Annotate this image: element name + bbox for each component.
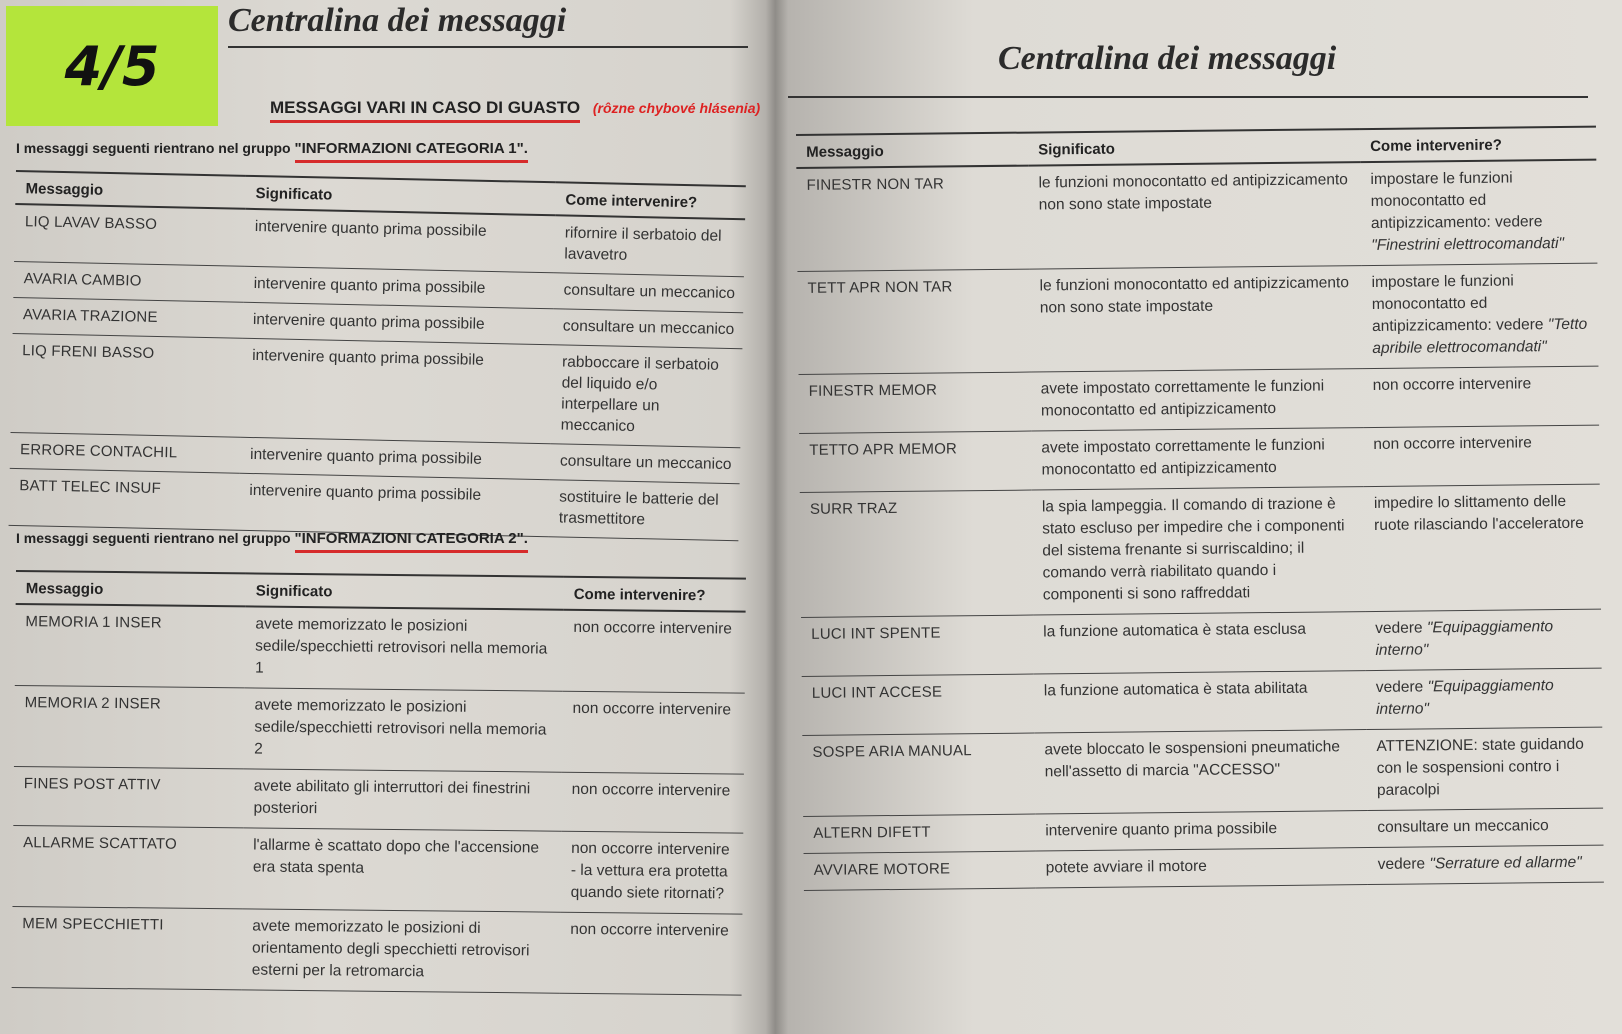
meaning-cell: avete bloccato le sospensioni pneumatiche nell'assetto di marcia "ACCESSO" (1034, 730, 1367, 814)
message-cell: ALLARME SCATTATO (12, 825, 243, 908)
message-cell: MEMORIA 1 INSER (15, 604, 246, 688)
action-cell: non occorre intervenire (563, 610, 746, 693)
category-1-table (9, 170, 746, 541)
meaning-cell: avete memorizzato le posizioni sedile/specchietti retrovisori nella memoria 2 (244, 688, 563, 772)
action-cell: non occorre intervenire - la vettura era protetta quando siete ritornati? (560, 831, 743, 914)
meaning-cell: intervenire quanto prima possibile (240, 437, 551, 479)
col-header-action: Come intervenire? (564, 577, 746, 612)
meaning-cell: avete abilitato gli interruttori dei finestrini posteriori (243, 769, 562, 831)
action-cell: rabboccare il serbatoio del liquido e/o interpellare un meccanico (550, 345, 742, 448)
meaning-cell: intervenire quanto prima possibile (244, 209, 555, 273)
message-cell: LUCI INT SPENTE (801, 615, 1034, 676)
intro-category-2-prefix: I messaggi seguenti rientrano nel gruppo (16, 530, 291, 546)
right-head-rule (788, 96, 1588, 98)
action-cell (1368, 845, 1604, 884)
message-cell: AVARIA CAMBIO (13, 261, 244, 302)
message-cell: MEM SPECCHIETTI (12, 906, 243, 989)
action-cell (1366, 668, 1603, 729)
right-page (788, 0, 1622, 1034)
action-reference: "Finestrini elettrocomandati" (1371, 234, 1565, 254)
table-row (13, 766, 744, 833)
table-row (799, 366, 1600, 433)
action-cell: consultare un meccanico (553, 273, 744, 313)
meaning-cell: intervenire quanto prima possibile (243, 266, 554, 308)
intro-category-1-group: "INFORMAZIONI CATEGORIA 1". (295, 140, 528, 163)
action-text: vedere (1377, 855, 1426, 873)
table-row (11, 333, 743, 447)
page-counter-badge: 4/5 (6, 6, 218, 126)
table-row (796, 160, 1597, 272)
message-cell: MEMORIA 2 INSER (14, 685, 245, 768)
section-title (270, 98, 760, 118)
category-2-table (12, 570, 746, 996)
message-cell: AVARIA TRAZIONE (13, 297, 244, 338)
message-cell: FINESTR NON TAR (796, 166, 1029, 272)
col-header-meaning: Significato (1028, 129, 1360, 165)
message-cell: FINES POST ATTIV (13, 766, 244, 827)
action-cell (1361, 263, 1598, 368)
col-header-message: Messaggio (15, 171, 246, 209)
table-row (802, 727, 1603, 816)
meaning-cell: avete impostato correttamente le funzioni monocontatto ed antipizzicamento (1031, 369, 1364, 431)
table-row (797, 263, 1598, 374)
message-cell: LIQ FRENI BASSO (11, 333, 243, 437)
left-running-head: Centralina dei messaggi (228, 2, 567, 39)
message-cell: TETT APR NON TAR (797, 269, 1030, 374)
action-cell: rifornire il serbatoio del lavavetro (554, 215, 745, 276)
intro-category-2 (16, 530, 528, 547)
intro-category-2-group: "INFORMAZIONI CATEGORIA 2". (295, 530, 528, 553)
message-cell: BATT TELEC INSUF (9, 468, 240, 530)
table-row (14, 685, 745, 774)
meaning-cell: intervenire quanto prima possibile (240, 338, 552, 443)
action-cell (1366, 727, 1603, 810)
intro-category-1-prefix: I messaggi seguenti rientrano nel gruppo (16, 140, 291, 156)
message-cell: SOSPE ARIA MANUAL (802, 733, 1035, 816)
meaning-cell: intervenire quanto prima possibile (239, 473, 550, 536)
meaning-cell: la funzione automatica è stata abilitata (1034, 671, 1367, 733)
action-cell (1365, 609, 1602, 670)
message-cell: LUCI INT ACCESE (802, 674, 1035, 735)
handwritten-annotation: (rôzne chybové hlásenia) (592, 100, 761, 116)
col-header-meaning: Significato (245, 176, 556, 215)
message-cell: ERRORE CONTACHIL (10, 432, 241, 473)
action-cell: non occorre intervenire (561, 772, 744, 833)
action-cell: consultare un meccanico (552, 309, 743, 349)
col-header-action: Come intervenire? (1360, 127, 1596, 162)
table-row (801, 609, 1602, 676)
message-cell: LIQ LAVAV BASSO (14, 204, 245, 266)
action-reference: "Equipaggiamento interno" (1375, 677, 1554, 718)
action-reference: "Tetto apribile elettrocomandati" (1372, 315, 1588, 357)
action-cell: non occorre intervenire (560, 912, 743, 995)
action-text: impostare le funzioni monocontatto ed antipizzicamento: vedere (1371, 272, 1544, 335)
meaning-cell: la spia lampeggia. Il comando di trazione è stato escluso per impedire che i componenti del sistema frenante si surriscaldino; il comando verrà riabilitato quando i componenti si sono raffreddati (1032, 487, 1365, 615)
action-cell (1367, 808, 1603, 847)
meaning-cell: potete avviare il motore (1036, 848, 1368, 888)
action-cell (1360, 160, 1597, 266)
action-text: ATTENZIONE: state guidando con le sospensioni contro i paracolpi (1376, 735, 1584, 799)
message-cell: AVVIARE MOTORE (804, 851, 1036, 890)
action-text: impostare le funzioni monocontatto ed antipizzicamento: vedere (1370, 169, 1543, 232)
action-text: impedire lo slittamento delle ruote rilasciando l'acceleratore (1373, 492, 1584, 534)
action-reference: "Serrature ed allarme" (1429, 853, 1582, 873)
action-text: consultare un meccanico (1377, 817, 1549, 836)
table-row (802, 668, 1603, 735)
meaning-cell: le funzioni monocontatto ed antipizzicamento non sono state impostate (1028, 162, 1361, 269)
left-page (0, 0, 770, 1034)
meaning-cell: intervenire quanto prima possibile (1035, 811, 1367, 851)
table-row (12, 825, 743, 914)
table-row (804, 845, 1604, 890)
table-row (15, 604, 746, 693)
right-running-head: Centralina dei messaggi (998, 40, 1337, 77)
message-cell: ALTERN DIFETT (803, 814, 1035, 853)
meaning-cell: intervenire quanto prima possibile (243, 302, 554, 344)
action-cell: sostituire le batterie del trasmettitore (548, 480, 739, 541)
intro-category-1 (16, 140, 528, 157)
col-header-message: Messaggio (796, 133, 1028, 168)
table-row (800, 484, 1601, 617)
action-reference: "Equipaggiamento interno" (1375, 618, 1554, 659)
meaning-cell: avete memorizzato le posizioni di orientamento degli specchietti retrovisori esterni per la retromarcia (242, 909, 561, 993)
right-messages-table (796, 126, 1604, 891)
action-cell (1363, 425, 1600, 486)
meaning-cell: avete impostato correttamente le funzioni monocontatto ed antipizzicamento (1031, 428, 1364, 490)
section-title-text: MESSAGGI VARI IN CASO DI GUASTO (270, 98, 580, 123)
left-head-rule (228, 46, 748, 48)
table-row (12, 906, 743, 995)
meaning-cell: avete memorizzato le posizioni sedile/specchietti retrovisori nella memoria 1 (245, 606, 564, 691)
col-header-message: Messaggio (16, 571, 246, 606)
col-header-meaning: Significato (246, 573, 564, 609)
message-cell: TETTO APR MEMOR (799, 431, 1032, 492)
action-text: non occorre intervenire (1372, 375, 1532, 394)
action-cell (1362, 366, 1599, 427)
table-row (799, 425, 1600, 492)
action-text: vedere (1375, 678, 1424, 696)
action-text: non occorre intervenire (1373, 434, 1532, 453)
message-cell: FINESTR MEMOR (799, 372, 1032, 433)
action-cell (1364, 484, 1601, 611)
col-header-action: Come intervenire? (555, 182, 746, 219)
meaning-cell: l'allarme è scattato dopo che l'accensione era stata spenta (242, 828, 561, 912)
action-cell: non occorre intervenire (562, 691, 745, 774)
action-text: vedere (1375, 619, 1423, 637)
message-cell: SURR TRAZ (800, 490, 1033, 617)
meaning-cell: le funzioni monocontatto ed antipizzicamento non sono state impostate (1029, 266, 1362, 372)
action-cell: consultare un meccanico (550, 444, 741, 484)
meaning-cell: la funzione automatica è stata esclusa (1033, 612, 1366, 674)
